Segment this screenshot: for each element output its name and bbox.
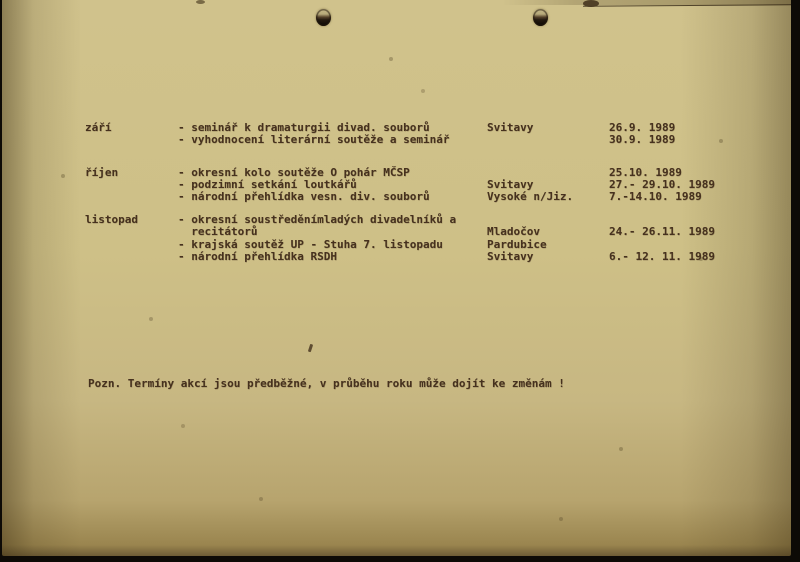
place-text: Pardubice	[487, 238, 547, 251]
place-text: Svitavy	[487, 121, 534, 134]
stray-ink-mark	[308, 344, 313, 352]
activity-text: - národní přehlídka vesn. div. souborů	[178, 190, 430, 203]
paper-specks	[2, 0, 4, 2]
month-label: říjen	[85, 166, 119, 179]
date-text: 7.-14.10. 1989	[609, 190, 702, 203]
date-text: 24.- 26.11. 1989	[609, 225, 715, 238]
place-text: Mladočov	[487, 225, 540, 238]
schedule-row	[2, 250, 791, 263]
date-text: 26.9. 1989	[609, 121, 676, 134]
ink-smudge	[196, 0, 205, 4]
month-label: září	[85, 121, 112, 134]
document-page	[2, 0, 791, 556]
activity-text: - národní přehlídka RSDH	[178, 250, 337, 263]
activity-text: - okresní kolo soutěže O pohár MČSP	[178, 166, 410, 179]
ink-smudge	[583, 0, 599, 7]
punch-hole-left	[316, 9, 331, 26]
activity-text: - krajská soutěž UP - Stuha 7. listopadu	[178, 238, 443, 251]
activity-text: - podzimní setkání loutkářů	[178, 178, 357, 191]
date-text: 6.- 12. 11. 1989	[609, 250, 715, 263]
footnote-text: Pozn. Termíny akcí jsou předběžné, v průběhu roku může dojít ke změnám !	[88, 377, 565, 390]
activity-text: - vyhodnocení literární soutěže a seminář	[178, 133, 450, 146]
schedule-row	[2, 133, 791, 146]
date-text: 27.- 29.10. 1989	[609, 178, 715, 191]
place-text: Vysoké n/Jiz.	[487, 190, 574, 203]
date-text: 30.9. 1989	[609, 133, 676, 146]
date-text: 25.10. 1989	[609, 166, 682, 179]
month-label: listopad	[85, 213, 138, 226]
schedule-row	[2, 190, 791, 203]
activity-text: - seminář k dramaturgii divad. souborů	[178, 121, 430, 134]
punch-hole-right	[533, 9, 548, 26]
activity-text: recitátorů	[178, 225, 258, 238]
place-text: Svitavy	[487, 178, 534, 191]
activity-text: - okresní soustředěnímladých divadelníků a	[178, 213, 457, 226]
place-text: Svitavy	[487, 250, 534, 263]
schedule-row	[2, 225, 791, 238]
